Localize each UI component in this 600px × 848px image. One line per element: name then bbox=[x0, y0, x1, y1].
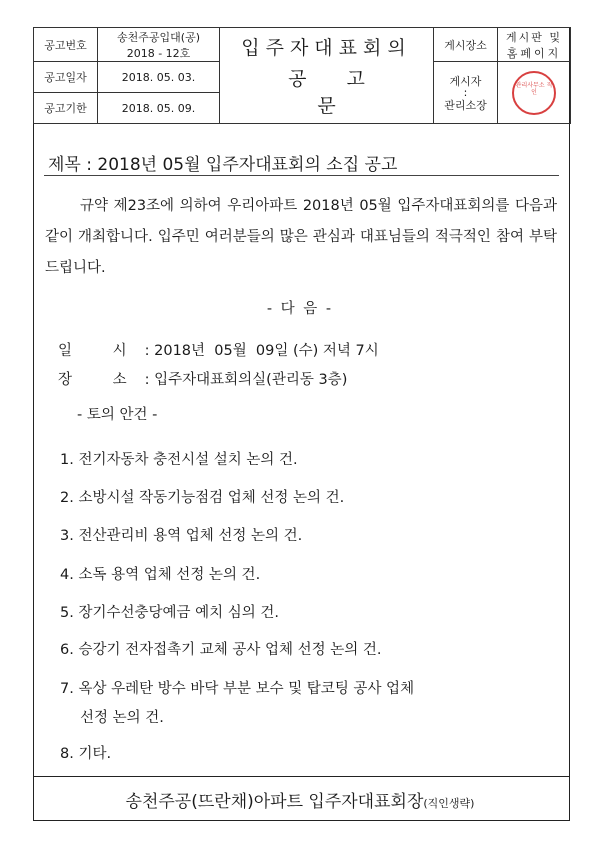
notice-date-label: 공고일자 bbox=[34, 62, 98, 93]
header-table bbox=[33, 27, 571, 124]
agenda-item-7-line1: 7. 옥상 우레탄 방수 바닥 부분 보수 및 탑코팅 공사 업체 bbox=[60, 681, 415, 697]
title-line-1: 입주자대표회의 bbox=[241, 37, 412, 59]
subject-heading: 제목 : 2018년 05월 입주자대표회의 소집 공고 bbox=[48, 155, 398, 175]
agenda-item: 3. 전산관리비 용역 업체 선정 논의 건. bbox=[60, 528, 303, 544]
red-seal-icon: 관리사무소 직인 bbox=[512, 71, 556, 115]
period-label: 공고기한 bbox=[34, 93, 98, 124]
post-place-value-2: 홈페이지 bbox=[506, 46, 562, 60]
meeting-time bbox=[58, 339, 379, 360]
poster-label bbox=[434, 62, 498, 124]
subject-underline bbox=[44, 175, 559, 176]
agenda-item: 5. 장기수선충당예금 예치 심의 건. bbox=[60, 605, 279, 621]
when-label: 일 시 bbox=[58, 343, 145, 359]
footer-small: (직인생략) bbox=[423, 797, 475, 810]
agenda-item-7 bbox=[60, 677, 414, 727]
agenda-item: 6. 승강기 전자접촉기 교체 공사 업체 선정 논의 건. bbox=[60, 642, 382, 658]
agenda-heading: - 토의 안건 - bbox=[77, 407, 158, 423]
notice-no-value bbox=[98, 28, 220, 62]
dagum-heading: - 다 음 - bbox=[266, 301, 334, 317]
document-title bbox=[220, 28, 434, 124]
poster-label-3: 관리소장 bbox=[444, 98, 487, 112]
when-value: : 2018년 05월 09일 (수) 저녁 7시 bbox=[144, 343, 379, 359]
agenda-item: 1. 전기자동차 충전시설 설치 논의 건. bbox=[60, 452, 298, 468]
footer-main: 송천주공(뜨란채)아파트 입주자대표회장 bbox=[125, 792, 424, 812]
footer-signature bbox=[0, 787, 600, 812]
seal-cell bbox=[498, 62, 571, 124]
agenda-item: 8. 기타. bbox=[60, 746, 112, 762]
agenda-item: 2. 소방시설 작동기능점검 업체 선정 논의 건. bbox=[60, 490, 345, 506]
period-value: 2018. 05. 09. bbox=[98, 93, 220, 124]
where-label: 장 소 bbox=[58, 372, 145, 388]
where-value: : 입주자대표회의실(관리동 3층) bbox=[144, 372, 348, 388]
notice-date-value: 2018. 05. 03. bbox=[98, 62, 220, 93]
agenda-item: 4. 소독 용역 업체 선정 논의 건. bbox=[60, 567, 261, 583]
notice-no-value-2: 2018 - 12호 bbox=[126, 46, 191, 60]
agenda-item-7-line2: 선정 논의 건. bbox=[80, 710, 164, 726]
notice-no-value-1: 송천주공입대(공) bbox=[117, 30, 200, 44]
post-place-value-1: 게시판 및 bbox=[505, 30, 562, 44]
poster-label-2: : bbox=[463, 85, 468, 99]
notice-no-label: 공고번호 bbox=[34, 28, 98, 62]
meeting-place bbox=[58, 368, 347, 389]
post-place-value bbox=[498, 28, 571, 62]
footer-divider bbox=[33, 776, 570, 777]
title-line-2: 공고문 bbox=[288, 68, 405, 117]
post-place-label: 게시장소 bbox=[434, 28, 498, 62]
intro-paragraph: 규약 제23조에 의하여 우리아파트 2018년 05월 입주자대표회의를 다음과 같이 개최합니다. 입주민 여러분들의 많은 관심과 대표님들의 적극적인 참여 부탁드립니다. bbox=[45, 198, 557, 276]
poster-label-1: 게시자 bbox=[449, 74, 482, 88]
